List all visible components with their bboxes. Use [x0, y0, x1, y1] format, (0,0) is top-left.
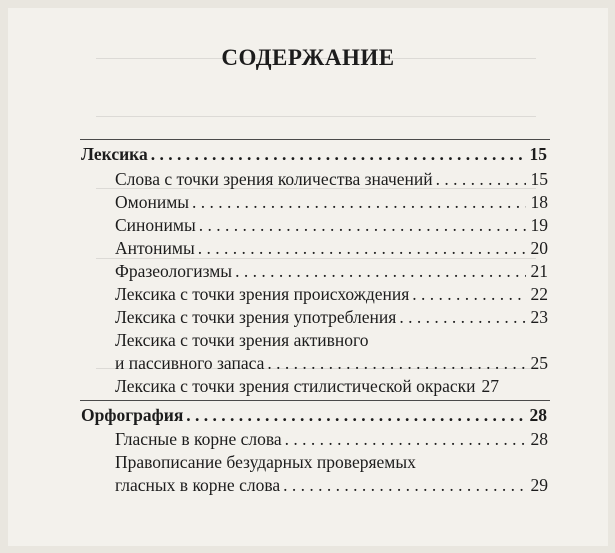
toc-page-number: 23: [530, 307, 548, 327]
toc-item-line1[interactable]: Лексика с точки зрения активного: [115, 330, 369, 350]
toc-item[interactable]: [115, 191, 548, 213]
toc-section-title: Лексика: [81, 144, 148, 164]
toc-item-label: Слова с точки зрения количества значений: [115, 169, 433, 189]
leader-dots: [399, 306, 525, 328]
toc-page-number: 28: [530, 429, 548, 449]
toc-page-number: 27: [481, 376, 500, 396]
toc-page-number: 20: [530, 238, 548, 258]
leader-dots: [151, 143, 525, 165]
toc-page-number: 21: [530, 261, 548, 281]
toc-page-number: 22: [530, 284, 548, 304]
leader-dots: [283, 474, 525, 496]
toc-section-orfografiya[interactable]: [81, 404, 547, 426]
toc-item-label: Лексика с точки зрения употребления: [115, 307, 397, 327]
toc-page-number: 25: [530, 353, 548, 373]
leader-dots: [235, 260, 525, 282]
toc-page-number: 19: [530, 215, 548, 235]
toc-item-line1[interactable]: Правописание безударных проверяемых: [115, 452, 416, 472]
leader-dots: [267, 352, 525, 374]
toc-item[interactable]: [115, 352, 548, 374]
page-title: СОДЕРЖАНИЕ: [221, 45, 395, 70]
toc-page-number: 29: [530, 475, 548, 495]
toc-item[interactable]: [115, 474, 548, 496]
toc-item[interactable]: [115, 214, 548, 236]
toc-item-label: Антонимы: [115, 238, 195, 258]
toc-item[interactable]: [115, 283, 548, 305]
toc-item[interactable]: [115, 260, 548, 282]
leader-dots: [285, 428, 526, 450]
book-page: [8, 8, 608, 546]
toc-item[interactable]: [115, 168, 548, 190]
toc-item[interactable]: [115, 306, 548, 328]
leader-dots: [192, 191, 525, 213]
toc-item-label: Лексика с точки зрения происхождения: [115, 284, 410, 304]
toc-item-label: гласных в корне слова: [115, 475, 281, 495]
toc-item-label: Лексика с точки зрения стилистической окраски: [115, 376, 476, 396]
toc-page-number: 15: [530, 169, 548, 189]
toc-item-label: и пассивного запаса: [115, 353, 265, 373]
toc-section-title: Орфография: [81, 405, 184, 425]
leader-dots: [412, 283, 525, 305]
table-of-contents: [8, 8, 608, 546]
toc-item-label: Омонимы: [115, 192, 190, 212]
leader-dots: [199, 214, 526, 236]
toc-page-number: 28: [529, 405, 547, 425]
toc-section-leksika[interactable]: [81, 143, 547, 165]
toc-item[interactable]: [115, 375, 548, 397]
leader-dots: [436, 168, 526, 190]
toc-item-label: Синонимы: [115, 215, 196, 235]
toc-item-label: Гласные в корне слова: [115, 429, 282, 449]
toc-page-number: 15: [529, 144, 547, 164]
leader-dots: [198, 237, 526, 259]
leader-dots: [186, 404, 524, 426]
toc-item-label: Фразеологизмы: [115, 261, 233, 281]
toc-item[interactable]: [115, 237, 548, 259]
toc-item[interactable]: [115, 428, 548, 450]
toc-page-number: 18: [530, 192, 548, 212]
